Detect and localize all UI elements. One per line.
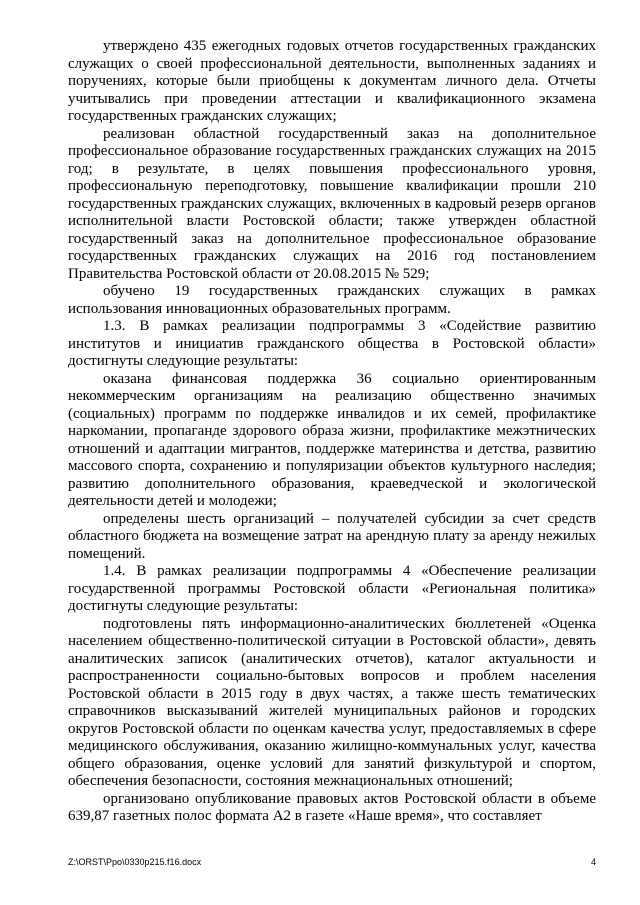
paragraph: реализован областной государственный заказ на дополнительное профессиональное образование государственных гражданских служащих на 2015 год; в результате, в целях повышения профессионального уровня, профессиональную переподготовку, повышение квалификации прошли 210 государственных гражданских служащих, включенных в кадровый резерв органов исполнительной власти Ростовской области; также утвержден областной государственный заказ на дополнительное профессиональное образование государственных гражданских служащих на 2016 год постановлением Правительства Ростовской области от 20.08.2015 № 529; (68, 125, 596, 282)
paragraph: оказана финансовая поддержка 36 социально ориентированным некоммерческим организациям на реализацию общественно значимых (социальных) программ по поддержке инвалидов и их семей, профилактике наркомании, пропаганде здорового образа жизни, профилактике межэтнических отношений и адаптации мигрантов, поддержке материнства и детства, развитию массового спорта, сохранению и популяризации объектов культурного наследия; развитию дополнительного образования, краеведческой и экологической деятельности детей и молодежи; (68, 370, 596, 509)
paragraph: утверждено 435 ежегодных годовых отчетов государственных гражданских служащих о своей профессиональной деятельности, выполненных заданиях и поручениях, которые были приобщены к документам личного дела. Отчеты учитывались при проведении аттестации и квалификационного экзамена государственных гражданских служащих; (68, 38, 596, 124)
paragraph: организовано опубликование правовых актов Ростовской области в объеме 639,87 газетных полос формата А2 в газете «Наше время», что составляет (68, 790, 596, 824)
paragraph: обучено 19 государственных гражданских служащих в рамках использования инновационных образовательных программ. (68, 283, 596, 317)
paragraph: подготовлены пять информационно-аналитических бюллетеней «Оценка населением общественно-политической ситуации в Ростовской области», девять аналитических записок (аналитических отчетов), каталог актуальности и распространенности социально-бытовых вопросов и проблем населения Ростовской области в 2015 году в двух частях, а также шесть тематических справочников высказываний жителей муниципальных районов и городских округов Ростовской области по оценкам качества услуг, предоставляемых в сфере медицинского обслуживания, оказанию жилищно-коммунальных услуг, качества общего образования, оценке условий для занятий физкультурой и спортом, обеспечения безопасности, состояния межнациональных отношений; (68, 615, 596, 789)
page-number: 4 (590, 857, 596, 867)
section-heading-paragraph: 1.4. В рамках реализации подпрограммы 4 «Обеспечение реализации государственной программы Ростовской области «Региональная политика» достигнуты следующие результаты: (68, 563, 596, 614)
section-heading-paragraph: 1.3. В рамках реализации подпрограммы 3 «Содействие развитию институтов и инициатив гражданского общества в Ростовской области» достигнуты следующие результаты: (68, 318, 596, 369)
paragraph: определены шесть организаций – получателей субсидии за счет средств областного бюджета на возмещение затрат на арендную плату за аренду нежилых помещений. (68, 510, 596, 562)
document-body (68, 38, 596, 826)
footer-file-path: Z:\ORST\Ppo\0330p215.f16.docx (68, 857, 202, 867)
